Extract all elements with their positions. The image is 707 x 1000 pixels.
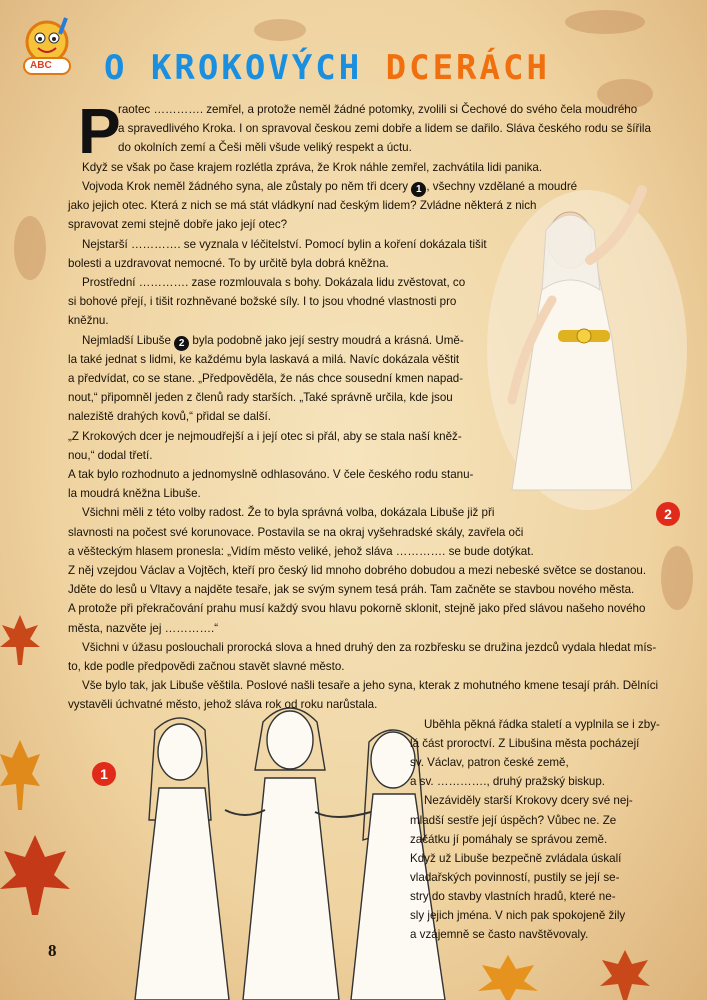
- text-line: Nezáviděly starší Krokovy dcery své nej-: [424, 794, 633, 807]
- text-line: [82, 331, 464, 351]
- text-line: sv. Václav, patron české země,: [410, 756, 569, 769]
- footprint-decoration: [5, 200, 55, 290]
- title-part-2: DCERÁCH: [385, 48, 550, 88]
- text-line: stry do stavby vlastních hradů, které ne-: [410, 890, 616, 903]
- text-line: Všichni měli z této volby radost. Že to byla správná volba, dokázala Libuše již při: [82, 506, 495, 519]
- text-line: nout,“ připomněl jeden z členů rady starších. „Také správně určila, kde jsou: [68, 391, 453, 404]
- text-line: lá část proroctví. Z Libušina města pocházejí: [410, 737, 640, 750]
- text-line: naleziště drahých kovů,“ přidal se další.: [68, 410, 271, 423]
- text-line: Všichni v úžasu poslouchali prorocká slova a hned druhý den za rozbřesku se družina jezdců vydala hledat mís-: [82, 641, 657, 654]
- text-line: vystavěli úchvatné město, jehož sláva rok od roku narůstala.: [68, 698, 378, 711]
- reference-marker-2: 2: [174, 336, 189, 351]
- text-line: vladařských povinností, pustily se její se-: [410, 871, 620, 884]
- text-line: a věšteckým hlasem pronesla: „Vidím město veliké, jehož sláva …………. se bude dotýkat.: [68, 545, 534, 558]
- title-part-1: O KROKOVÝCH: [104, 48, 386, 88]
- maple-leaf-icon: [478, 955, 538, 1000]
- text-line: do okolních zemí a Češi měli všude veliký respekt a úctu.: [118, 141, 412, 154]
- text-line: a sv. …………., druhý pražský biskup.: [410, 775, 606, 788]
- text-line: Uběhla pěkná řádka staletí a vyplnila se i zby-: [424, 718, 660, 731]
- maple-leaf-icon: [0, 615, 40, 665]
- text-line: slavnosti na počest své korunovace. Postavila se na okraj vyšehradské skály, zavřela oči: [68, 526, 524, 539]
- libuse-illustration: [482, 180, 692, 510]
- text-line: raotec …………. zemřel, a protože neměl žádné potomky, zvolili si Čechové do svého čela moudrého: [118, 103, 638, 116]
- text-line: A protože při překračování prahu musí každý svou hlavu pokorně sklonit, stejně jako před slávou našeho nového: [68, 602, 646, 615]
- page-number: 8: [48, 941, 57, 960]
- text-span: byla podobně jako její sestry moudrá a krásná. Umě-: [192, 334, 464, 347]
- maple-leaf-icon: [0, 740, 40, 810]
- text-line: Když se však po čase krajem rozlétla zpráva, že Krok náhle zemřel, zachvátila lidi panika.: [82, 161, 543, 174]
- illustration-badge-2: 2: [656, 502, 680, 526]
- text-line: kněžnu.: [68, 314, 109, 327]
- text-line: Prostřední …………. zase rozmlouvala s bohy. Dokázala lidu zvěstovat, co: [82, 276, 466, 289]
- text-line: A tak bylo rozhodnuto a jednomyslně odhlasováno. V čele českého rodu stanu-: [68, 468, 474, 481]
- illustration-badge-1: 1: [92, 762, 116, 786]
- text-line: začátku jí pomáhaly se správou země.: [410, 833, 608, 846]
- footprint-decoration: [250, 6, 310, 46]
- text-line: bolesti a uzdravovat nemocné. To by určitě byla dobrá kněžna.: [68, 257, 389, 270]
- text-line: sly jejich jména. V nich pak spokojeně žily: [410, 909, 626, 922]
- text-line: Nejstarší …………. se vyznala v léčitelství. Pomocí bylin a koření dokázala tišit: [82, 238, 487, 251]
- maple-leaf-icon: [600, 950, 650, 1000]
- text-line: nou,“ dodal třetí.: [68, 449, 153, 462]
- text-line: si bohové přejí, i tišit rozhněvané božské síly. I to jsou vhodné vlastnosti pro: [68, 295, 457, 308]
- text-line: a předvídat, co se stane. „Předpověděla, že nás chce sousední kmen napad-: [68, 372, 464, 385]
- reference-marker-1: 1: [411, 182, 426, 197]
- drop-cap: P: [78, 95, 121, 167]
- text-line: la moudrá kněžna Libuše.: [68, 487, 201, 500]
- footprint-decoration: [560, 2, 650, 42]
- text-span: , všechny vzdělané a moudré: [426, 180, 578, 193]
- text-span: Nejmladší Libuše: [82, 334, 171, 347]
- page-title: [104, 50, 550, 86]
- text-line: spravovat zemi stejně dobře jako její otec?: [68, 218, 288, 231]
- text-line: mladší sestře její úspěch? Vůbec ne. Ze: [410, 814, 617, 827]
- text-line: [82, 177, 577, 197]
- text-line: Vše bylo tak, jak Libuše věštila. Poslové našli tesaře a jeho syna, kterak z mohutného kmene tesají práh. Dělníci: [82, 679, 659, 692]
- text-line: to, kde podle předpovědi začnou stavět slavné město.: [68, 660, 345, 673]
- footprint-decoration: [652, 530, 702, 620]
- text-line: města, nazvěte jej ………….“: [68, 622, 219, 635]
- text-line: la také jednat s lidmi, ke každému byla laskavá a milá. Navíc dokázala věštit: [68, 353, 460, 366]
- text-line: a vzájemně se často navštěvovaly.: [410, 928, 589, 941]
- three-sisters-illustration: [125, 700, 455, 1000]
- text-line: jako jejich otec. Která z nich se má stát vládkyní nad českým lidem? Zvládne některá z nich: [68, 199, 537, 212]
- text-line: „Z Krokových dcer je nejmoudřejší a i její otec si přál, aby se stala naší kněž-: [68, 430, 462, 443]
- text-line: Jděte do lesů u Vltavy a najděte tesaře, jak se svým synem tesá práh. Tam začněte se stavbou nového města.: [68, 583, 635, 596]
- text-line: Z něj vzejdou Václav a Vojtěch, kteří pro český lid mnoho dobrého dobudou a mezi nebeské světce se dostanou.: [68, 564, 647, 577]
- text-span: Vojvoda Krok neměl žádného syna, ale zůstaly po něm tři dcery: [82, 180, 409, 193]
- text-line: Když už Libuše bezpečně zvládala úskalí: [410, 852, 622, 865]
- text-line: a spravedlivého Kroka. I on spravoval českou zemi dobře a lidem se dařilo. Sláva českého rodu se šířila: [118, 122, 651, 135]
- maple-leaf-icon: [0, 835, 70, 915]
- logo-label: ABC: [30, 60, 52, 71]
